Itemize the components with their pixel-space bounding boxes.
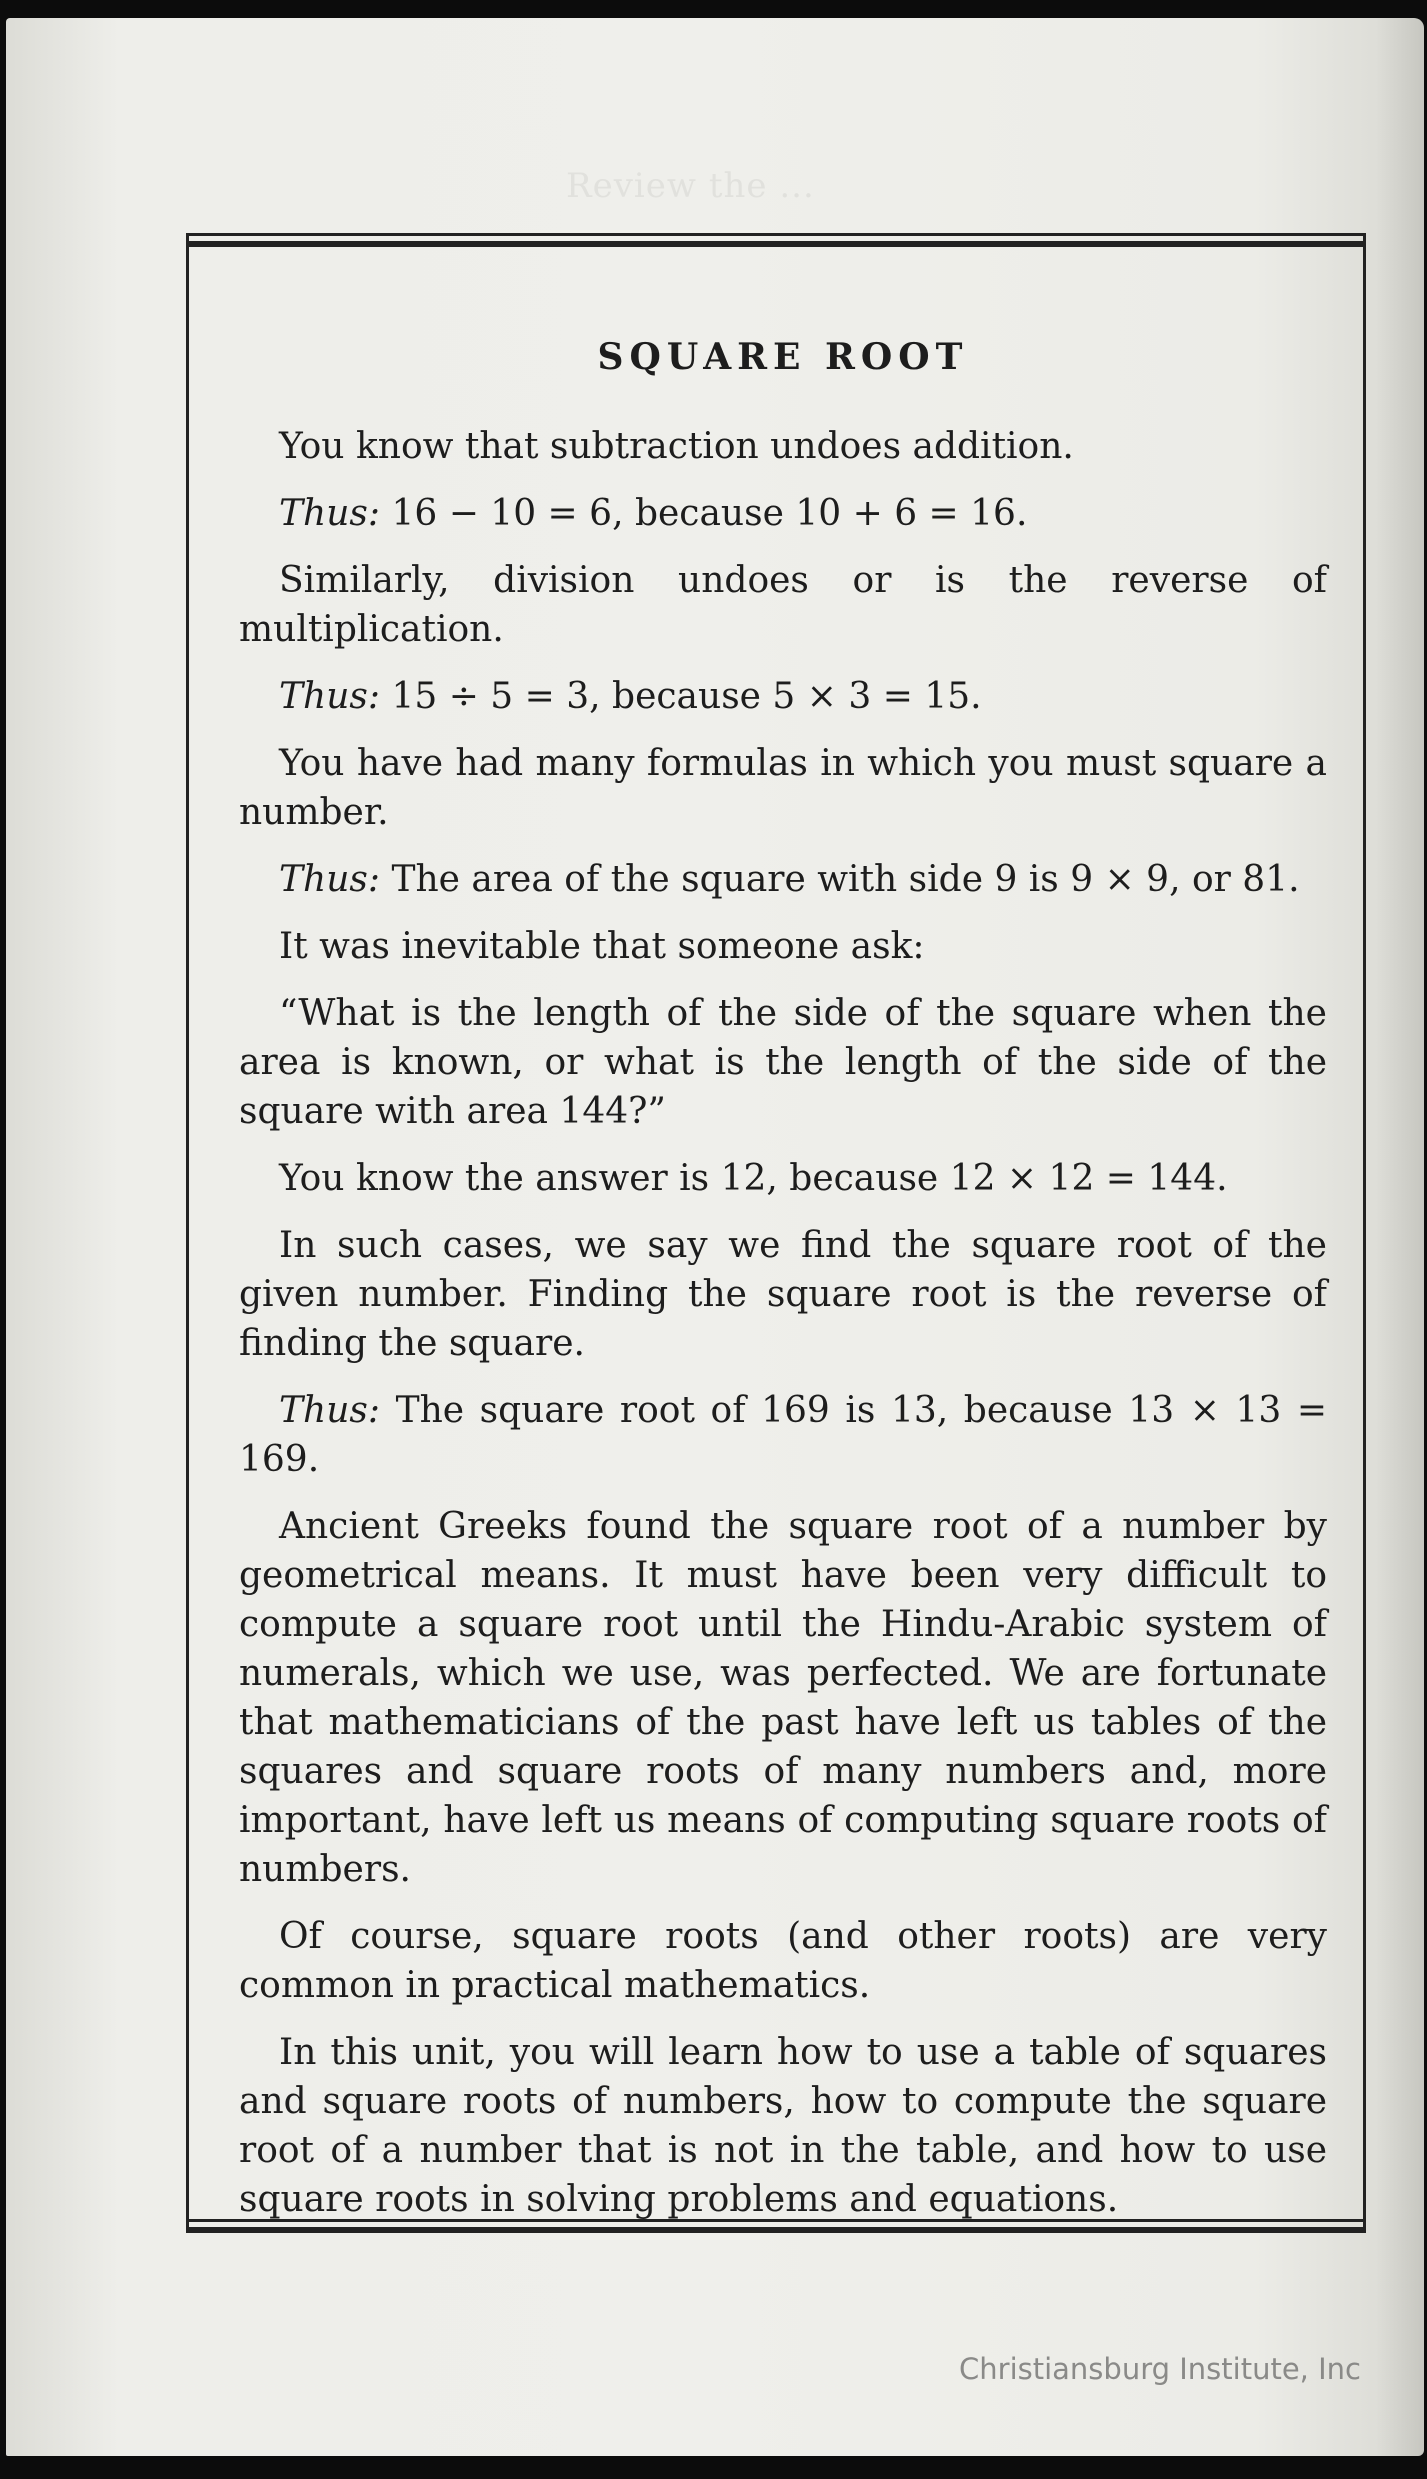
paragraph-8-text: “What is the length of the side of the square when the area is known, or what is the length of the side of the square with area 144?” <box>239 993 1327 1132</box>
paragraph-1 <box>239 422 1327 471</box>
paragraph-3 <box>239 556 1327 654</box>
paragraph-6-text: The area of the square with side 9 is 9 × 9, or 81. <box>380 859 1300 900</box>
paragraph-4-lead: Thus: <box>279 676 380 717</box>
paragraph-4 <box>239 672 1327 721</box>
paragraph-7 <box>239 922 1327 971</box>
paragraph-10-text: In such cases, we say we find the square root of the given number. Finding the square root is the reverse of finding the square. <box>239 1225 1327 1364</box>
page-title: SQUARE ROOT <box>597 336 969 378</box>
paragraph-11-lead: Thus: <box>279 1390 380 1431</box>
paragraph-8 <box>239 989 1327 1136</box>
paragraph-12 <box>239 1502 1327 1894</box>
paragraph-11 <box>239 1386 1327 1484</box>
paragraph-14-text: In this unit, you will learn how to use a table of squares and square roots of numbers, how to compute the square root of a number that is not in the table, and how to use square roots in solving problems and equations. <box>239 2032 1327 2220</box>
paragraph-14 <box>239 2028 1327 2224</box>
paragraph-4-text: 15 ÷ 5 = 3, because 5 × 3 = 15. <box>380 676 982 717</box>
paragraph-9 <box>239 1154 1327 1203</box>
paragraph-10 <box>239 1221 1327 1368</box>
paragraph-2-lead: Thus: <box>279 493 380 534</box>
paragraph-5 <box>239 739 1327 837</box>
paragraph-11-text: The square root of 169 is 13, because 13 × 13 = 169. <box>239 1390 1327 1480</box>
watermark-text: Christiansburg Institute, Inc <box>959 2352 1361 2386</box>
paragraph-6-lead: Thus: <box>279 859 380 900</box>
bordered-box <box>186 233 1366 2233</box>
paragraph-1-text: You know that subtraction undoes addition. <box>279 426 1074 467</box>
paragraph-9-text: You know the answer is 12, because 12 × 12 = 144. <box>279 1158 1228 1199</box>
top-rule <box>186 233 1366 247</box>
book-page <box>6 18 1424 2456</box>
paragraph-13 <box>239 1912 1327 2010</box>
paragraph-5-text: You have had many formulas in which you must square a number. <box>239 743 1327 833</box>
paragraph-6 <box>239 855 1327 904</box>
paragraph-3-text: Similarly, division undoes or is the reverse of multiplication. <box>239 560 1327 650</box>
paragraph-13-text: Of course, square roots (and other roots) are very common in practical mathematics. <box>239 1916 1327 2006</box>
box-content <box>239 333 1327 2242</box>
paragraph-2 <box>239 489 1327 538</box>
paragraph-12-text: Ancient Greeks found the square root of a number by geometrical means. It must have been very difficult to compute a square root until the Hindu-Arabic system of numerals, which we use, was perfected. We are fortunate that mathematicians of the past have left us tables of the squares and square roots of many numbers and, more important, have left us means of computing square roots of numbers. <box>239 1506 1327 1890</box>
paragraph-2-text: 16 − 10 = 6, because 10 + 6 = 16. <box>380 493 1028 534</box>
bottom-rule <box>186 2219 1366 2233</box>
paragraph-7-text: It was inevitable that someone ask: <box>279 926 925 967</box>
bleed-through-header: Review the ... <box>566 166 815 206</box>
